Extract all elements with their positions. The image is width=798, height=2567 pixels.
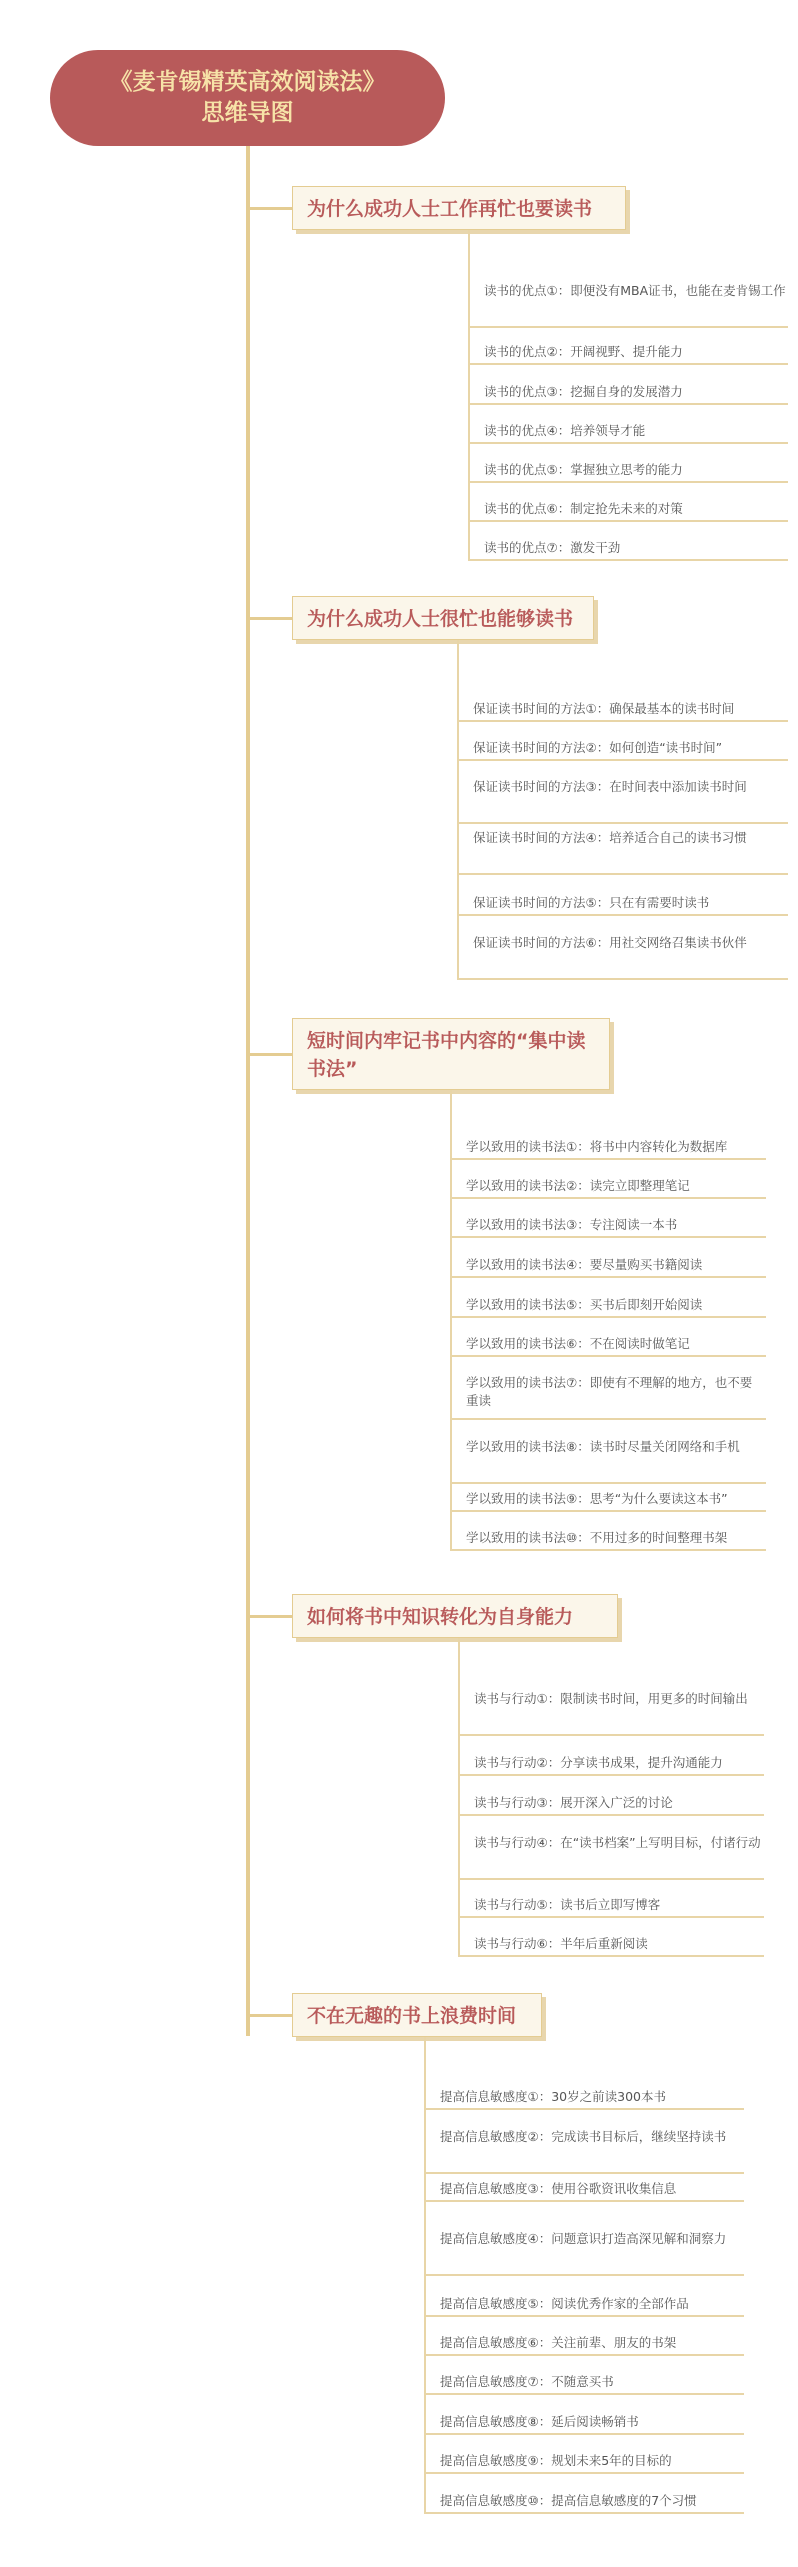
branch-connector [248, 207, 292, 210]
subtopic-item[interactable]: 读书与行动②：分享读书成果，提升沟通能力 [458, 1754, 764, 1776]
subtopic-item[interactable]: 读书与行动⑤：读书后立即写博客 [458, 1896, 764, 1918]
subtopic-item[interactable]: 读书的优点①：即便没有MBA证书，也能在麦肯锡工作 [468, 282, 788, 328]
branch-connector [248, 2014, 292, 2017]
subtopic-item[interactable]: 学以致用的读书法①：将书中内容转化为数据库 [450, 1138, 766, 1160]
subtopic-item[interactable]: 读书与行动③：展开深入广泛的讨论 [458, 1794, 764, 1816]
subtopic-item[interactable]: 读书的优点⑦：激发干劲 [468, 539, 788, 561]
subtopic-item[interactable]: 保证读书时间的方法⑤：只在有需要时读书 [457, 894, 788, 916]
branch-topic[interactable]: 为什么成功人士工作再忙也要读书 [292, 186, 626, 230]
root-title: 《麦肯锡精英高效阅读法》 [109, 69, 386, 95]
subtopic-item[interactable]: 保证读书时间的方法①：确保最基本的读书时间 [457, 700, 788, 722]
subtopic-item[interactable]: 读书的优点②：开阔视野、提升能力 [468, 343, 788, 365]
subtopic-item[interactable]: 提高信息敏感度①：30岁之前读300本书 [424, 2088, 744, 2110]
subtopic-item[interactable]: 学以致用的读书法⑤：买书后即刻开始阅读 [450, 1296, 766, 1318]
subtopic-item[interactable]: 学以致用的读书法⑥：不在阅读时做笔记 [450, 1335, 766, 1357]
subtopic-item[interactable]: 学以致用的读书法③：专注阅读一本书 [450, 1216, 766, 1238]
subtopic-item[interactable]: 提高信息敏感度④：问题意识打造高深见解和洞察力 [424, 2230, 744, 2276]
root-node[interactable] [50, 50, 445, 146]
subtopic-item[interactable]: 读书的优点⑤：掌握独立思考的能力 [468, 461, 788, 483]
subtopic-item[interactable]: 读书的优点③：挖掘自身的发展潜力 [468, 383, 788, 405]
branch-topic[interactable]: 短时间内牢记书中内容的“集中读 书法” [292, 1018, 610, 1090]
subtopic-item[interactable]: 提高信息敏感度⑦：不随意买书 [424, 2373, 744, 2395]
subtopic-item[interactable]: 学以致用的读书法⑧：读书时尽量关闭网络和手机 [450, 1438, 766, 1484]
subtopic-item[interactable]: 学以致用的读书法④：要尽量购买书籍阅读 [450, 1256, 766, 1278]
subtopic-item[interactable]: 提高信息敏感度⑤：阅读优秀作家的全部作品 [424, 2295, 744, 2317]
subtopic-item[interactable]: 保证读书时间的方法⑥：用社交网络召集读书伙伴 [457, 934, 788, 980]
subtopic-item[interactable]: 提高信息敏感度②：完成读书目标后，继续坚持读书 [424, 2128, 744, 2174]
subtopic-item[interactable]: 提高信息敏感度⑨：规划未来5年的目标的 [424, 2452, 744, 2474]
subtopic-item[interactable]: 读书与行动⑥：半年后重新阅读 [458, 1935, 764, 1957]
subtopic-item[interactable]: 提高信息敏感度⑥：关注前辈、朋友的书架 [424, 2334, 744, 2356]
subtopic-item[interactable]: 保证读书时间的方法③：在时间表中添加读书时间 [457, 778, 788, 824]
subtopic-item[interactable]: 读书的优点④：培养领导才能 [468, 422, 788, 444]
subtopic-item[interactable]: 读书与行动①：限制读书时间，用更多的时间输出 [458, 1690, 764, 1736]
subtopic-item[interactable]: 学以致用的读书法②：读完立即整理笔记 [450, 1177, 766, 1199]
branch-topic[interactable]: 为什么成功人士很忙也能够读书 [292, 596, 594, 640]
subtopic-item[interactable]: 学以致用的读书法⑩：不用过多的时间整理书架 [450, 1529, 766, 1551]
subtopic-item[interactable]: 学以致用的读书法⑦：即使有不理解的地方，也不要重读 [450, 1374, 766, 1420]
subtopic-item[interactable]: 学以致用的读书法⑨：思考“为什么要读这本书” [450, 1490, 766, 1512]
branch-connector [248, 1615, 292, 1618]
subtopic-item[interactable]: 读书与行动④：在“读书档案”上写明目标，付诸行动 [458, 1834, 764, 1880]
branch-connector [248, 617, 292, 620]
branch-connector [248, 1053, 292, 1056]
branch-topic[interactable]: 不在无趣的书上浪费时间 [292, 1993, 542, 2037]
subtopic-item[interactable]: 提高信息敏感度③：使用谷歌资讯收集信息 [424, 2180, 744, 2202]
subtopic-item[interactable]: 读书的优点⑥：制定抢先未来的对策 [468, 500, 788, 522]
trunk-connector [246, 146, 250, 2036]
subtopic-item[interactable]: 保证读书时间的方法②：如何创造“读书时间” [457, 739, 788, 761]
subtopic-item[interactable]: 提高信息敏感度⑧：延后阅读畅销书 [424, 2413, 744, 2435]
subtopic-item[interactable]: 提高信息敏感度⑩：提高信息敏感度的7个习惯 [424, 2492, 744, 2514]
subtopic-item[interactable]: 保证读书时间的方法④：培养适合自己的读书习惯 [457, 829, 788, 875]
branch-topic[interactable]: 如何将书中知识转化为自身能力 [292, 1594, 618, 1638]
root-subtitle: 思维导图 [201, 100, 294, 126]
